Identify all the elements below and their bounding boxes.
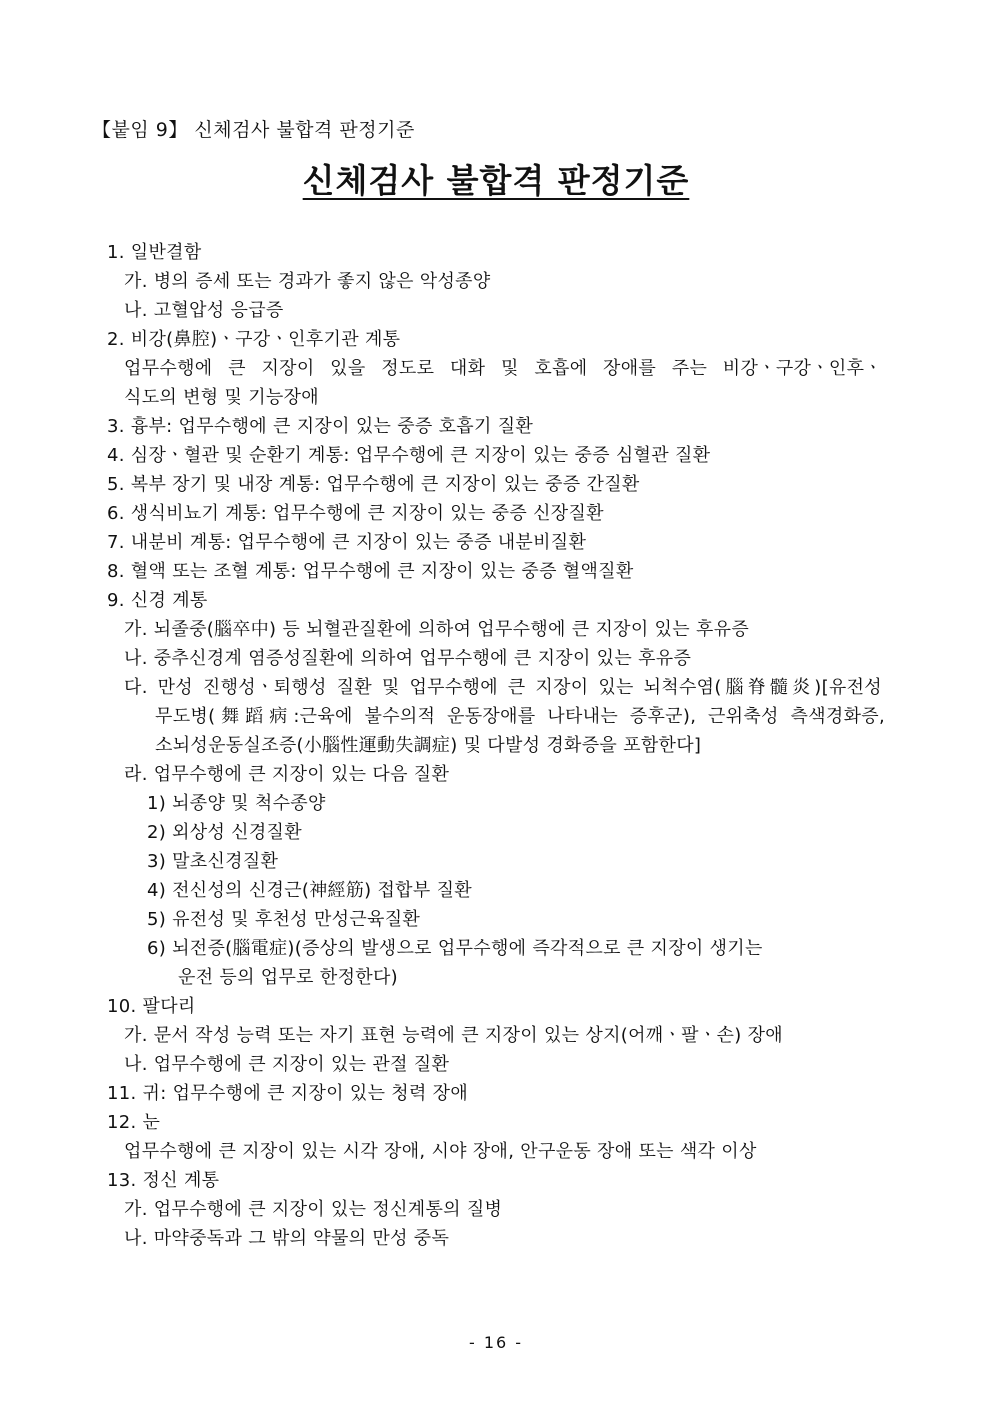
section-9-item-c-line-1: 다. 만성 진행성ㆍ퇴행성 질환 및 업무수행에 큰 지장이 있는 뇌척수염(腦脊髓炎)[유전성 bbox=[124, 677, 882, 698]
section-10-item-a: 가. 문서 작성 능력 또는 자기 표현 능력에 큰 지장이 있는 상지(어깨ㆍ팔ㆍ손) 장애 bbox=[124, 1025, 783, 1046]
section-9-item-d-6-line-2: 운전 등의 업무로 한정한다) bbox=[178, 967, 398, 988]
section-1-item-b: 나. 고혈압성 응급증 bbox=[124, 300, 284, 321]
section-5: 5. 복부 장기 및 내장 계통: 업무수행에 큰 지장이 있는 중증 간질환 bbox=[107, 474, 640, 495]
section-1-heading: 1. 일반결함 bbox=[107, 242, 202, 263]
section-10-item-b: 나. 업무수행에 큰 지장이 있는 관절 질환 bbox=[124, 1054, 450, 1075]
section-9-heading: 9. 신경 계통 bbox=[107, 590, 208, 611]
section-13-item-b: 나. 마약중독과 그 밖의 약물의 만성 중독 bbox=[124, 1228, 450, 1249]
section-9-item-d: 라. 업무수행에 큰 지장이 있는 다음 질환 bbox=[124, 764, 450, 785]
section-9-item-a: 가. 뇌졸중(腦卒中) 등 뇌혈관질환에 의하여 업무수행에 큰 지장이 있는 후유증 bbox=[124, 619, 750, 640]
section-7: 7. 내분비 계통: 업무수행에 큰 지장이 있는 중증 내분비질환 bbox=[107, 532, 587, 553]
attachment-label: 【붙임 9】 신체검사 불합격 판정기준 bbox=[92, 119, 415, 141]
section-9-item-d-5: 5) 유전성 및 후천성 만성근육질환 bbox=[147, 909, 421, 930]
section-9-item-c-line-2: 무도병(舞蹈病:근육에 불수의적 운동장애를 나타내는 증후군), 근위축성 측색경화증, bbox=[155, 706, 885, 727]
section-12-heading: 12. 눈 bbox=[107, 1112, 161, 1133]
page-number: - 16 - bbox=[468, 1333, 524, 1352]
section-13-item-a: 가. 업무수행에 큰 지장이 있는 정신계통의 질병 bbox=[124, 1199, 503, 1220]
section-2-text-line-2: 식도의 변형 및 기능장애 bbox=[124, 387, 319, 408]
section-4: 4. 심장ㆍ혈관 및 순환기 계통: 업무수행에 큰 지장이 있는 중증 심혈관 질환 bbox=[107, 445, 711, 466]
section-13-heading: 13. 정신 계통 bbox=[107, 1170, 220, 1191]
section-9-item-d-4: 4) 전신성의 신경근(神經筋) 접합부 질환 bbox=[147, 880, 472, 901]
section-12-text: 업무수행에 큰 지장이 있는 시각 장애, 시야 장애, 안구운동 장애 또는 색각 이상 bbox=[124, 1141, 757, 1162]
section-6: 6. 생식비뇨기 계통: 업무수행에 큰 지장이 있는 중증 신장질환 bbox=[107, 503, 604, 524]
section-10-heading: 10. 팔다리 bbox=[107, 996, 196, 1017]
section-9-item-d-6-line-1: 6) 뇌전증(腦電症)(증상의 발생으로 업무수행에 즉각적으로 큰 지장이 생기는 bbox=[147, 938, 763, 959]
section-2-text-line-1: 업무수행에 큰 지장이 있을 정도로 대화 및 호흡에 장애를 주는 비강ㆍ구강ㆍ인후ㆍ bbox=[124, 358, 882, 379]
section-2-heading: 2. 비강(鼻腔)ㆍ구강ㆍ인후기관 계통 bbox=[107, 329, 401, 350]
section-11: 11. 귀: 업무수행에 큰 지장이 있는 청력 장애 bbox=[107, 1083, 469, 1104]
section-1-item-a: 가. 병의 증세 또는 경과가 좋지 않은 악성종양 bbox=[124, 271, 491, 292]
page-title-text: 신체검사 불합격 판정기준 bbox=[302, 161, 690, 200]
section-9-item-d-2: 2) 외상성 신경질환 bbox=[147, 822, 302, 843]
section-9-item-b: 나. 중추신경계 염증성질환에 의하여 업무수행에 큰 지장이 있는 후유증 bbox=[124, 648, 692, 669]
section-9-item-d-1: 1) 뇌종양 및 척수종양 bbox=[147, 793, 326, 814]
section-3: 3. 흉부: 업무수행에 큰 지장이 있는 중증 호흡기 질환 bbox=[107, 416, 534, 437]
page-title bbox=[0, 155, 992, 202]
section-9-item-d-3: 3) 말초신경질환 bbox=[147, 851, 279, 872]
section-8: 8. 혈액 또는 조혈 계통: 업무수행에 큰 지장이 있는 중증 혈액질환 bbox=[107, 561, 634, 582]
section-9-item-c-line-3: 소뇌성운동실조증(小腦性運動失調症) 및 다발성 경화증을 포함한다] bbox=[155, 735, 702, 756]
